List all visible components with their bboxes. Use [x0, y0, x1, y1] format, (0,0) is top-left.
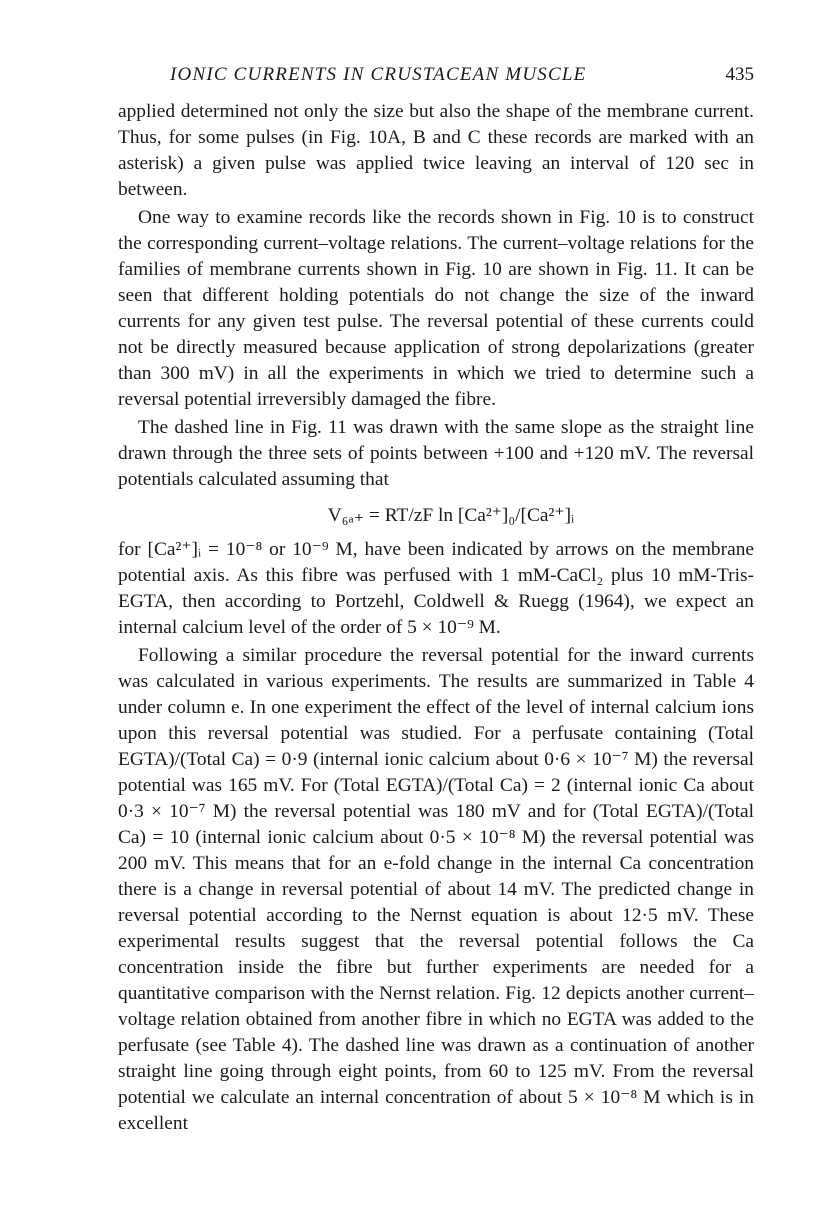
- paragraph-reversal-potential: Following a similar procedure the reversal potential for the inward currents was calculated in various experiments. The results are summarized in Table 4 under column e. In one experiment the effect of the level of internal calcium ions upon this reversal potential was studied. For a perfusate containing (Total EGTA)/(Total Ca) = 0·9 (internal ionic calcium about 0·6 × 10⁻⁷ M) the reversal potential was 165 mV. For (Total EGTA)/(Total Ca) = 2 (internal ionic Ca about 0·3 × 10⁻⁷ M) the reversal potential was 180 mV and for (Total EGTA)/(Total Ca) = 10 (internal ionic calcium about 0·5 × 10⁻⁸ M) the reversal potential was 200 mV. This means that for an e-fold change in the internal Ca concentration there is a change in reversal potential of about 14 mV. The predicted change in reversal potential according to the Nernst equation is about 12·5 mV. These experimental results suggest that the reversal potential follows the Ca concentration inside the fibre but further experiments are needed for a quantitative comparison with the Nernst relation. Fig. 12 depicts another current–voltage relation obtained from another fibre in which no EGTA was added to the perfusate (see Table 4). The dashed line was drawn as a continuation of another straight line going through eight points, from 60 to 125 mV. From the reversal potential we calculate an internal concentration of about 5 × 10⁻⁸ M which is in excellent: [118, 645, 754, 1134]
- paragraph-calcium-level: for [Ca²⁺]ᵢ = 10⁻⁸ or 10⁻⁹ M, have been indicated by arrows on the membrane potential axis. As this fibre was perfused with 1 mM-CaCl₂ plus 10 mM-Tris-EGTA, then according to Portzehl, Coldwell & Ruegg (1964), we expect an internal calcium level of the order of 5 × 10⁻⁹ M.: [118, 539, 754, 638]
- running-title: IONIC CURRENTS IN CRUSTACEAN MUSCLE: [170, 64, 587, 85]
- page-number: 435: [725, 64, 754, 85]
- nernst-equation: V₆ₐ₊ = RT/zF ln [Ca²⁺]₀/[Ca²⁺]ᵢ: [327, 505, 575, 526]
- paragraph-continuation: applied determined not only the size but also the shape of the membrane current. Thus, for some pulses (in Fig. 10A, B and C these records are marked with an asterisk) a given pulse was applied twice leaving an interval of 120 sec in between.: [118, 101, 754, 200]
- body-text: [118, 99, 754, 1137]
- paragraph-current-voltage: One way to examine records like the records shown in Fig. 10 is to construct the corresponding current–voltage relations. The current–voltage relations for the families of membrane currents shown in Fig. 10 are shown in Fig. 11. It can be seen that different holding potentials do not change the size of the inward currents for any given test pulse. The reversal potential of these currents could not be directly measured because application of strong depolarizations (greater than 300 mV) in all the experiments in which we tried to determine such a reversal potential irreversibly damaged the fibre.: [118, 207, 754, 410]
- paragraph-dashed-line: The dashed line in Fig. 11 was drawn with the same slope as the straight line drawn through the three sets of points between +100 and +120 mV. The reversal potentials calculated assuming that: [118, 417, 754, 490]
- page-header: [118, 64, 754, 94]
